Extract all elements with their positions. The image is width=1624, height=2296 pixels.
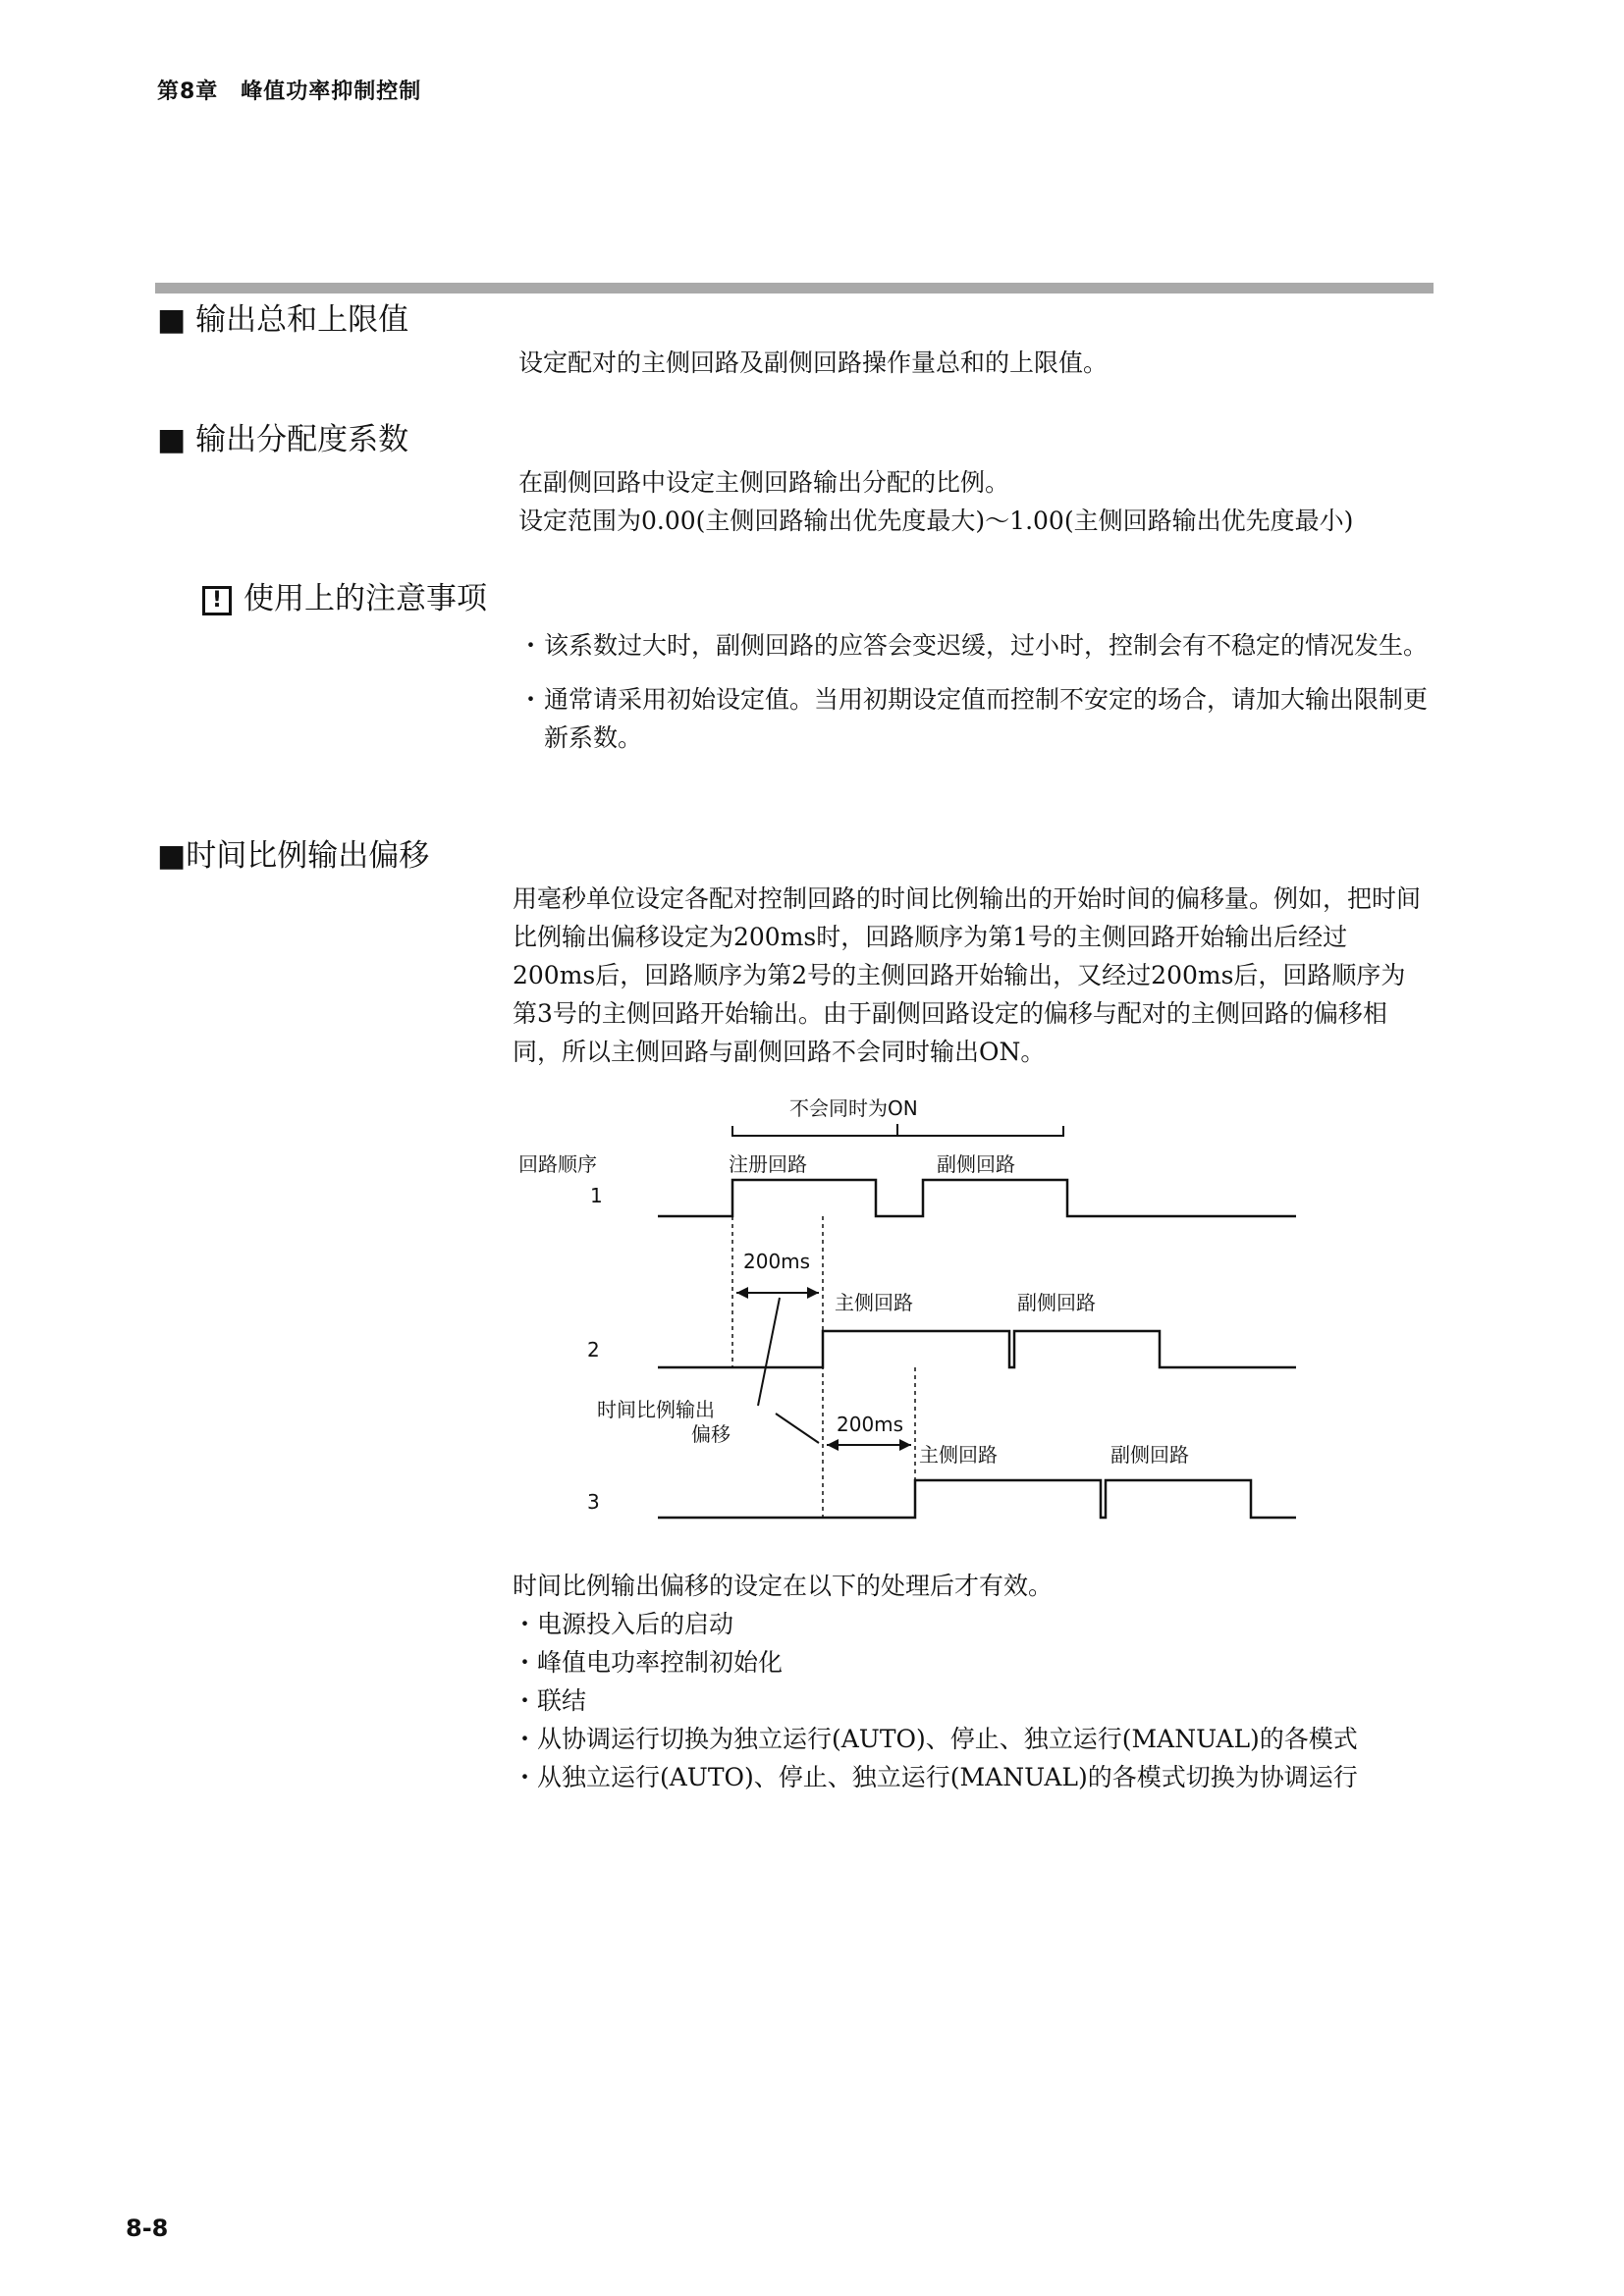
list-item: ・联结: [513, 1686, 587, 1715]
row3-sub-label: 副侧回路: [1110, 1443, 1189, 1467]
effect-intro: 时间比例输出偏移的设定在以下的处理后才有效。: [513, 1572, 1054, 1600]
brace: [732, 1124, 1063, 1136]
row1-sub-label: 副侧回路: [937, 1152, 1015, 1176]
callout-line: [776, 1414, 819, 1443]
list-item: ・电源投入后的启动: [513, 1610, 734, 1638]
row-number: 3: [587, 1490, 600, 1514]
offset-label: 200ms: [837, 1413, 904, 1436]
row-number: 2: [587, 1338, 600, 1362]
list-item: ・从独立运行(AUTO)、停止、独立运行(MANUAL)的各模式切换为协调运行: [513, 1763, 1358, 1791]
row1-main-label: 注册回路: [729, 1152, 807, 1176]
callout-line2: 偏移: [691, 1422, 731, 1446]
note-item-text: 该系数过大时，副侧回路的应答会变迟缓，过小时，控制会有不稳定的情况发生。: [544, 631, 1429, 660]
section-title-time-proportional-offset: ■时间比例输出偏移: [157, 838, 430, 874]
usage-note-title: 使用上的注意事项: [244, 581, 487, 616]
row2-sub-label: 副侧回路: [1017, 1291, 1096, 1314]
warning-icon: !: [202, 586, 232, 615]
paragraph: 用毫秒单位设定各配对控制回路的时间比例输出的开始时间的偏移量。例如，把时间比例输出偏移设定为200ms时，回路顺序为第1号的主侧回路开始输出后经过200ms后，回路顺序为第2号的主侧回路开始输出，又经过200ms后，回路顺序为第3号的主侧回路开始输出。由于副侧回路设定的偏移与配对的主侧回路的偏移相同，所以主侧回路与副侧回路不会同时输出ON。: [513, 884, 1422, 1066]
bullet-mark: ・: [518, 685, 544, 714]
list-item: ・从协调运行切换为独立运行(AUTO)、停止、独立运行(MANUAL)的各模式: [513, 1725, 1358, 1753]
section-title-output-sum-limit: ■ 输出总和上限值: [157, 302, 409, 338]
effect-list: [513, 1567, 1426, 1796]
note-item-text: 通常请采用初始设定值。当用初期设定值而控制不安定的场合，请加大输出限制更新系数。: [544, 685, 1429, 752]
row1-waveform: [658, 1180, 1296, 1216]
row2-waveform: [658, 1331, 1296, 1367]
brace-label: 不会同时为ON: [789, 1096, 918, 1120]
order-header: 回路顺序: [518, 1152, 597, 1176]
callout-line: [758, 1298, 780, 1406]
row2-main-label: 主侧回路: [835, 1291, 913, 1314]
section-title-distribution-coefficient: ■ 输出分配度系数: [157, 422, 409, 457]
paragraph: 在副侧回路中设定主侧回路输出分配的比例。: [518, 468, 1010, 497]
row3-main-label: 主侧回路: [919, 1443, 998, 1467]
offset-label: 200ms: [743, 1250, 811, 1273]
list-item: ・峰值电功率控制初始化: [513, 1648, 784, 1677]
row3-waveform: [658, 1480, 1296, 1518]
bullet-mark: ・: [518, 631, 544, 660]
paragraph: 设定配对的主侧回路及副侧回路操作量总和的上限值。: [518, 348, 1109, 377]
chapter-header: 第8章 峰值功率抑制控制: [157, 80, 422, 104]
paragraph: 设定范围为0.00(主侧回路输出优先度最大)～1.00(主侧回路输出优先度最小): [518, 507, 1354, 535]
callout-line1: 时间比例输出: [597, 1398, 715, 1421]
page-number: 8-8: [126, 2215, 169, 2242]
row-number: 1: [590, 1184, 603, 1207]
